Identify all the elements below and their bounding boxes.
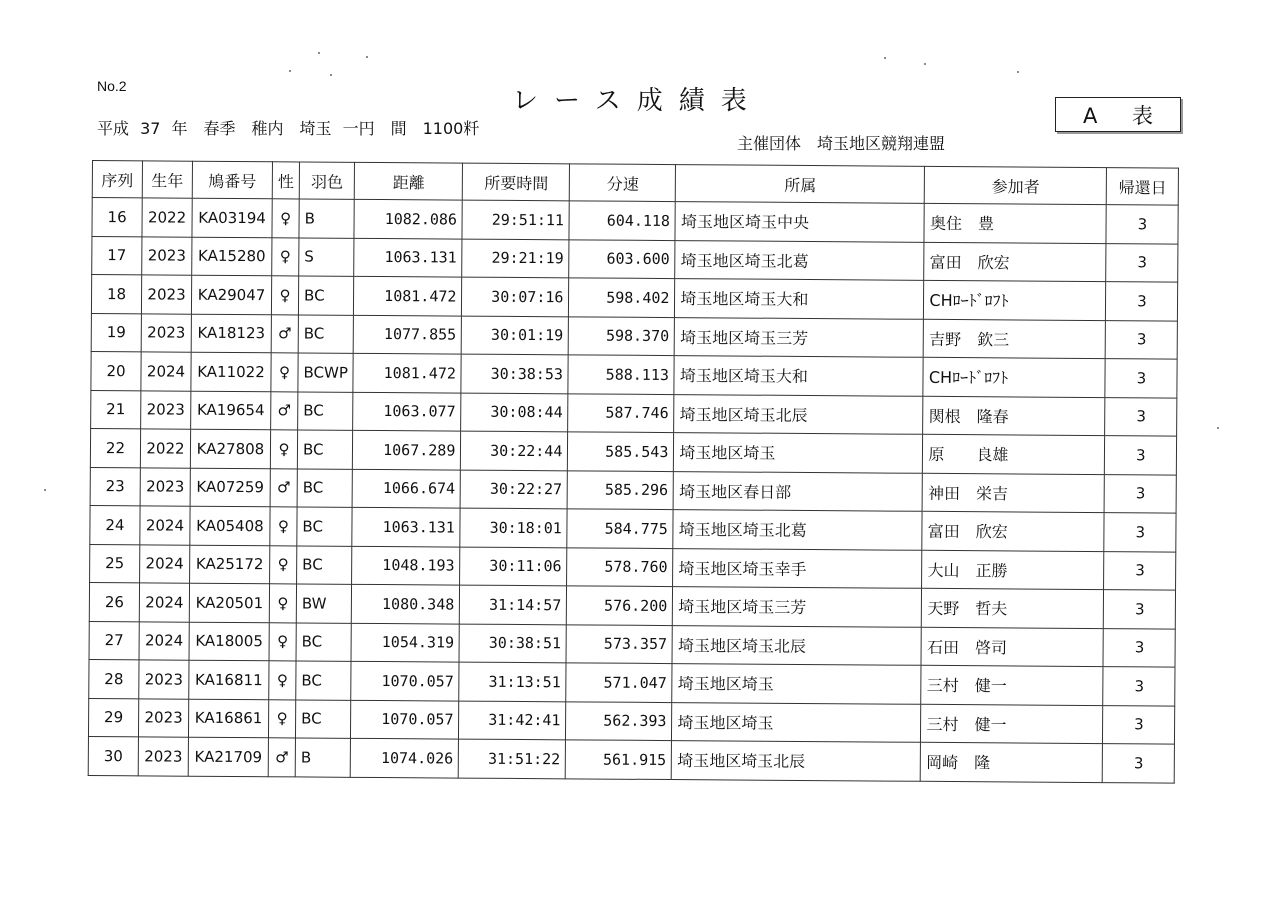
cell-sex: ♀: [270, 545, 297, 584]
document-title: レース成績表: [512, 86, 763, 116]
cell-affiliation: 埼玉地区春日部: [673, 471, 922, 511]
cell-return-day: 3: [1104, 474, 1176, 513]
results-table-wrapper: [88, 160, 1180, 783]
cell-feather-color: BC: [296, 661, 352, 700]
cell-affiliation: 埼玉地区埼玉幸手: [673, 548, 922, 588]
organizer-label: 主催団体: [737, 134, 802, 153]
cell-seq: 21: [91, 390, 141, 429]
cell-sex: ♀: [271, 353, 298, 392]
cell-speed: 561.915: [566, 740, 672, 779]
scan-speck: [318, 52, 320, 54]
cell-ring-number: KA27808: [190, 429, 270, 468]
cell-participant: CHﾛｰﾄﾞﾛﾌﾄ: [924, 280, 1106, 320]
cell-birth-year: 2024: [140, 506, 190, 545]
cell-flight-time: 31:14:57: [460, 585, 567, 624]
cell-participant: 神田 栄吉: [922, 473, 1104, 513]
scan-speck: [289, 70, 291, 72]
cell-ring-number: KA05408: [190, 506, 270, 545]
cell-birth-year: 2024: [141, 352, 191, 391]
cell-seq: 17: [92, 236, 142, 275]
cell-sex: ♀: [270, 430, 297, 469]
cell-flight-time: 30:11:06: [460, 547, 567, 586]
cell-return-day: 3: [1103, 667, 1175, 706]
cell-sex: ♀: [269, 661, 296, 700]
col-header-time: 所要時間: [463, 163, 570, 201]
cell-return-day: 3: [1103, 744, 1175, 783]
page-number: No.2: [97, 78, 127, 94]
col-header-color: 羽色: [299, 162, 355, 199]
cell-return-day: 3: [1105, 359, 1177, 398]
cell-flight-time: 30:38:51: [459, 624, 566, 663]
cell-birth-year: 2024: [140, 544, 190, 583]
cell-seq: 28: [89, 659, 139, 698]
cell-affiliation: 埼玉地区埼玉北辰: [672, 625, 921, 665]
cell-speed: 603.600: [569, 239, 675, 278]
cell-participant: 石田 啓司: [921, 627, 1103, 667]
cell-ring-number: KA16861: [188, 699, 268, 738]
cell-return-day: 3: [1104, 551, 1176, 590]
col-header-ret: 帰還日: [1107, 168, 1179, 206]
col-header-name: 参加者: [925, 166, 1107, 204]
cell-feather-color: BC: [298, 276, 354, 315]
cell-seq: 27: [89, 621, 139, 660]
cell-speed: 584.775: [567, 509, 673, 548]
cell-participant: 吉野 欽三: [924, 319, 1106, 359]
cell-participant: CHﾛｰﾄﾞﾛﾌﾄ: [923, 357, 1105, 397]
cell-feather-color: BC: [297, 430, 353, 469]
cell-seq: 25: [90, 544, 140, 583]
cell-participant: 富田 欣宏: [922, 511, 1104, 551]
cell-speed: 571.047: [566, 663, 672, 702]
col-header-year: 生年: [142, 161, 192, 198]
cell-distance: 1077.855: [354, 315, 462, 354]
cell-participant: 大山 正勝: [922, 550, 1104, 590]
cell-participant: 天野 哲夫: [922, 588, 1104, 628]
cell-distance: 1063.131: [352, 507, 460, 546]
cell-feather-color: S: [299, 237, 355, 276]
cell-affiliation: 埼玉地区埼玉: [674, 433, 923, 473]
col-header-speed: 分速: [570, 164, 676, 202]
cell-affiliation: 埼玉地区埼玉: [672, 702, 921, 742]
cell-feather-color: BC: [295, 699, 351, 738]
cell-distance: 1081.472: [353, 353, 461, 392]
cell-flight-time: 31:42:41: [459, 701, 566, 740]
cell-seq: 22: [90, 428, 140, 467]
cell-ring-number: KA03194: [192, 198, 272, 237]
cell-seq: 20: [91, 351, 141, 390]
cell-distance: 1081.472: [354, 276, 462, 315]
cell-flight-time: 30:01:19: [462, 316, 569, 355]
cell-feather-color: BCWP: [298, 353, 354, 392]
cell-ring-number: KA07259: [190, 468, 270, 507]
cell-speed: 588.113: [568, 355, 674, 394]
cell-affiliation: 埼玉地区埼玉: [672, 664, 921, 704]
cell-return-day: 3: [1106, 205, 1178, 244]
cell-flight-time: 30:07:16: [462, 277, 569, 316]
cell-sex: ♀: [268, 699, 295, 738]
cell-return-day: 3: [1103, 705, 1175, 744]
cell-affiliation: 埼玉地区埼玉大和: [674, 356, 923, 396]
cell-ring-number: KA29047: [191, 275, 271, 314]
table-row: [88, 736, 1175, 782]
scan-speck: [924, 63, 926, 65]
cell-flight-time: 30:38:53: [461, 354, 568, 393]
cell-distance: 1070.057: [351, 661, 459, 700]
cell-sex: ♀: [272, 199, 299, 238]
cell-feather-color: BC: [297, 545, 353, 584]
cell-flight-time: 30:08:44: [461, 393, 568, 432]
cell-birth-year: 2023: [140, 467, 190, 506]
scan-speck: [44, 489, 46, 491]
cell-speed: 585.296: [567, 470, 673, 509]
cell-sex: ♂: [268, 738, 295, 777]
cell-speed: 573.357: [566, 624, 672, 663]
cell-sex: ♂: [271, 314, 298, 353]
cell-affiliation: 埼玉地区埼玉北辰: [674, 394, 923, 434]
cell-speed: 598.402: [569, 278, 675, 317]
cell-sex: ♂: [270, 468, 297, 507]
cell-flight-time: 29:51:11: [462, 200, 569, 239]
cell-participant: 奥住 豊: [924, 203, 1106, 243]
cell-speed: 562.393: [566, 701, 672, 740]
cell-birth-year: 2023: [139, 660, 189, 699]
cell-return-day: 3: [1105, 436, 1177, 475]
cell-speed: 587.746: [568, 393, 674, 432]
cell-affiliation: 埼玉地区埼玉北葛: [673, 510, 922, 550]
cell-feather-color: BC: [298, 314, 354, 353]
cell-ring-number: KA16811: [189, 660, 269, 699]
cell-distance: 1080.348: [352, 584, 460, 623]
cell-birth-year: 2022: [142, 198, 192, 237]
cell-flight-time: 30:22:27: [460, 470, 567, 509]
cell-distance: 1063.131: [354, 238, 462, 277]
cell-return-day: 3: [1104, 590, 1176, 629]
cell-ring-number: KA21709: [188, 737, 268, 776]
scan-speck: [366, 56, 368, 58]
cell-return-day: 3: [1103, 628, 1175, 667]
cell-return-day: 3: [1106, 282, 1178, 321]
cell-distance: 1054.319: [351, 623, 459, 662]
cell-ring-number: KA18005: [189, 622, 269, 661]
cell-feather-color: B: [299, 199, 355, 238]
cell-speed: 585.543: [568, 432, 674, 471]
cell-return-day: 3: [1106, 320, 1178, 359]
cell-distance: 1067.289: [353, 430, 461, 469]
cell-sex: ♀: [270, 507, 297, 546]
organizer-name: 埼玉地区競翔連盟: [817, 134, 946, 153]
cell-return-day: 3: [1104, 513, 1176, 552]
scan-speck: [1217, 427, 1219, 429]
cell-distance: 1070.057: [351, 700, 459, 739]
cell-birth-year: 2023: [141, 313, 191, 352]
cell-seq: 30: [88, 736, 138, 775]
cell-speed: 598.370: [569, 316, 675, 355]
cell-flight-time: 31:13:51: [459, 662, 566, 701]
scan-speck: [330, 74, 332, 76]
cell-sex: ♀: [269, 584, 296, 623]
cell-seq: 19: [91, 313, 141, 352]
col-header-aff: 所属: [676, 165, 925, 204]
cell-seq: 24: [90, 505, 140, 544]
table-badge: A 表: [1055, 97, 1181, 132]
cell-feather-color: BC: [297, 468, 353, 507]
cell-sex: ♀: [269, 622, 296, 661]
cell-feather-color: BC: [296, 622, 352, 661]
cell-ring-number: KA18123: [191, 314, 271, 353]
scan-speck: [884, 57, 886, 59]
cell-feather-color: BC: [298, 391, 354, 430]
cell-participant: 三村 健一: [921, 704, 1103, 744]
cell-distance: 1066.674: [352, 469, 460, 508]
cell-birth-year: 2023: [138, 737, 188, 776]
cell-affiliation: 埼玉地区埼玉北辰: [672, 741, 921, 781]
cell-sex: ♂: [271, 391, 298, 430]
col-header-ring: 鳩番号: [192, 161, 272, 199]
results-body: [88, 198, 1178, 783]
cell-ring-number: KA15280: [192, 237, 272, 276]
cell-speed: 576.200: [567, 586, 673, 625]
cell-return-day: 3: [1105, 397, 1177, 436]
cell-flight-time: 30:22:44: [461, 431, 568, 470]
cell-affiliation: 埼玉地区埼玉三芳: [673, 587, 922, 627]
cell-affiliation: 埼玉地区埼玉中央: [675, 202, 924, 242]
cell-ring-number: KA20501: [189, 583, 269, 622]
cell-distance: 1048.193: [352, 546, 460, 585]
organizer: [737, 131, 945, 154]
col-header-seq: 序列: [92, 161, 142, 198]
cell-feather-color: BC: [297, 507, 353, 546]
cell-birth-year: 2023: [141, 390, 191, 429]
cell-ring-number: KA25172: [190, 545, 270, 584]
cell-speed: 604.118: [569, 201, 675, 240]
cell-birth-year: 2024: [139, 583, 189, 622]
cell-flight-time: 31:51:22: [459, 739, 566, 778]
cell-seq: 26: [89, 582, 139, 621]
cell-affiliation: 埼玉地区埼玉三芳: [675, 317, 924, 357]
cell-ring-number: KA19654: [191, 391, 271, 430]
cell-affiliation: 埼玉地区埼玉大和: [675, 279, 924, 319]
cell-distance: 1074.026: [351, 738, 459, 777]
cell-feather-color: B: [295, 738, 351, 777]
cell-distance: 1082.086: [354, 199, 462, 238]
cell-birth-year: 2023: [142, 236, 192, 275]
cell-participant: 関根 隆春: [923, 396, 1105, 436]
cell-participant: 岡崎 隆: [921, 742, 1103, 782]
col-header-sex: 性: [272, 162, 299, 199]
cell-seq: 23: [90, 467, 140, 506]
results-table: [88, 160, 1180, 783]
cell-flight-time: 30:18:01: [460, 508, 567, 547]
cell-seq: 16: [92, 198, 142, 237]
cell-participant: 三村 健一: [921, 665, 1103, 705]
cell-ring-number: KA11022: [191, 352, 271, 391]
cell-birth-year: 2023: [138, 698, 188, 737]
cell-distance: 1063.077: [353, 392, 461, 431]
scan-speck: [1017, 71, 1019, 73]
cell-sex: ♀: [272, 237, 299, 276]
cell-seq: 29: [88, 698, 138, 737]
cell-feather-color: BW: [296, 584, 352, 623]
cell-participant: 原 良雄: [923, 434, 1105, 474]
cell-speed: 578.760: [567, 547, 673, 586]
col-header-dist: 距離: [355, 162, 463, 200]
cell-sex: ♀: [271, 276, 298, 315]
cell-birth-year: 2023: [141, 275, 191, 314]
cell-birth-year: 2022: [140, 429, 190, 468]
cell-birth-year: 2024: [139, 621, 189, 660]
cell-affiliation: 埼玉地区埼玉北葛: [675, 240, 924, 280]
cell-seq: 18: [91, 275, 141, 314]
cell-participant: 富田 欣宏: [924, 242, 1106, 282]
race-info: 平成 37 年 春季 稚内 埼玉 一円 間 1100粁: [97, 119, 480, 138]
cell-return-day: 3: [1106, 243, 1178, 282]
cell-flight-time: 29:21:19: [462, 239, 569, 278]
